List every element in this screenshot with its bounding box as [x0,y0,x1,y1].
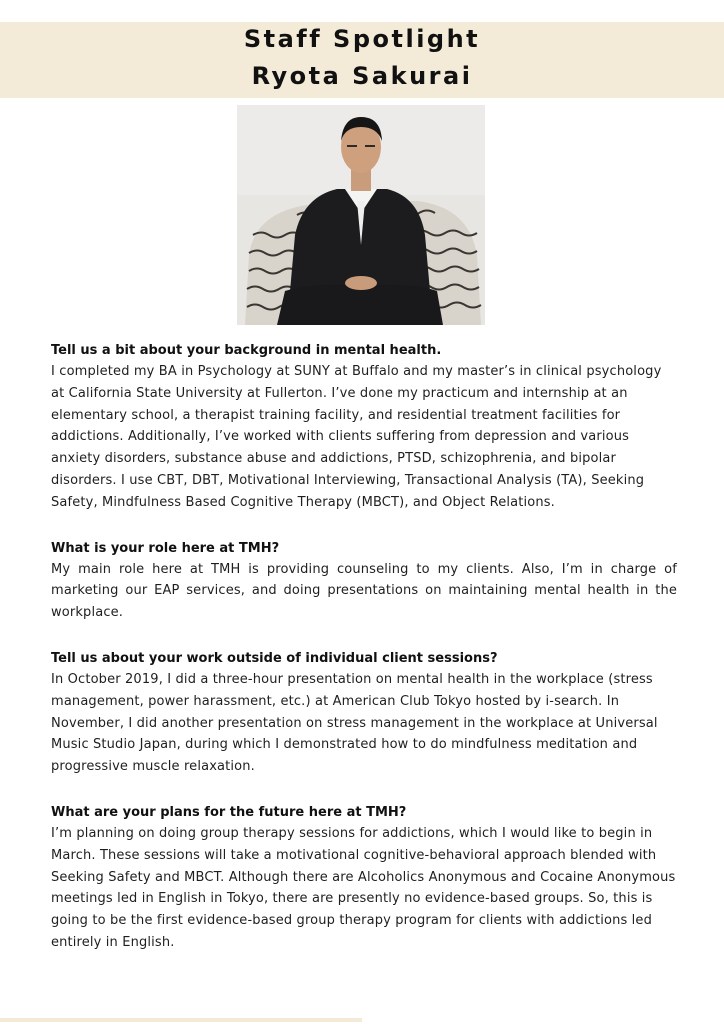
qa-section-outside-work [51,648,677,778]
question-heading: What are your plans for the future here at TMH? [51,804,407,820]
qa-section-background [51,340,677,514]
footer-accent-line [0,1018,362,1022]
question-heading: Tell us a bit about your background in mental health. [51,343,442,358]
qa-section-future-plans [51,802,677,954]
answer-paragraph: In October 2019, I did a three-hour presentation on mental health in the workplace (stress management, power harassment, etc.) at American Club Tokyo hosted by i-search. In November, I did another presentation on stress management in the workplace at Universal Music Studio Japan, during which I demonstrated how to do mindfulness meditation and progressive muscle relaxation. [51,671,658,775]
answer-paragraph: I’m planning on doing group therapy sessions for addictions, which I would like to begin in March. These sessions will take a motivational cognitive-behavioral approach blended with Seeking Safety and MBCT. Although there are Alcoholics Anonymous and Cocaine Anonymous meetings led in English in Tokyo, there are presently no evidence-based groups. So, this is going to be the first evidence-based group therapy program for clients with addictions led entirely in English. [51,825,676,950]
staff-name: Ryota Sakurai [251,62,473,90]
question-heading: Tell us about your work outside of individual client sessions? [51,650,498,666]
staff-portrait-photo [237,105,485,325]
answer-paragraph: I completed my BA in Psychology at SUNY at Buffalo and my master’s in clinical psychology at California State University at Fullerton. I’ve done my practicum and internship at an elementary school, a therapist training facility, and residential treatment facilities for addictions. Additionally, I’ve worked with clients suffering from depression and various anxiety disorders, substance abuse and addictions, PTSD, schizophrenia, and bipolar disorders. I use CBT, DBT, Motivational Interviewing, Transactional Analysis (TA), Seeking Safety, Mindfulness Based Cognitive Therapy (MBCT), and Object Relations. [51,364,662,510]
answer-paragraph: My main role here at TMH is providing counseling to my clients. Also, I’m in charge of marketing our EAP services, and doing presentations on maintaining mental health in the workplace. [51,561,677,621]
page-title: Staff Spotlight [243,25,481,53]
interview-content [51,340,677,978]
qa-section-role [51,538,677,624]
question-heading: What is your role here at TMH? [51,540,280,556]
